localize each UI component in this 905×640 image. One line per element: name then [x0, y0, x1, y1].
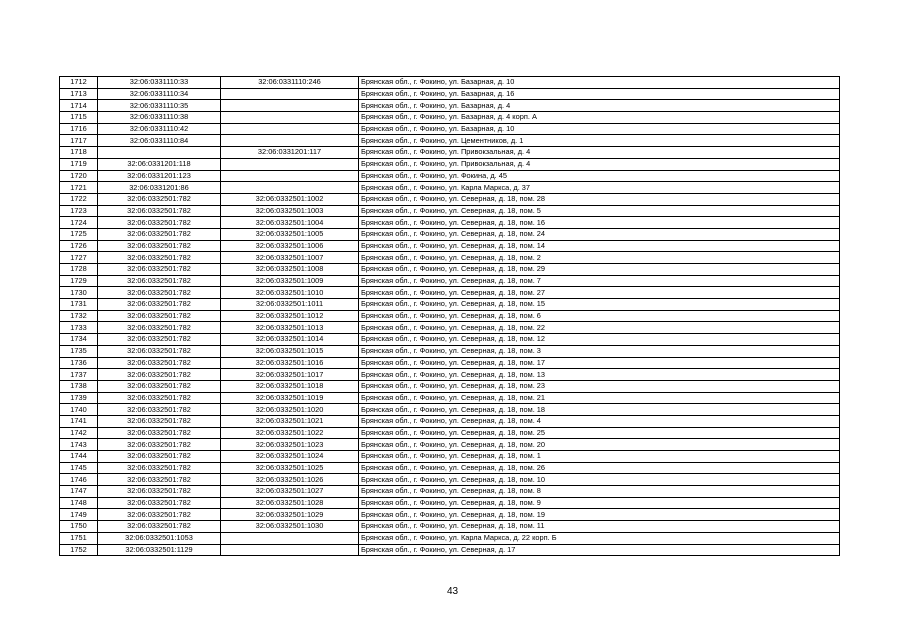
table-row	[60, 532, 840, 544]
address-cell: Брянская обл., г. Фокино, ул. Карла Маркса, д. 22 корп. Б	[359, 532, 840, 544]
table-row	[60, 182, 840, 194]
address-cell: Брянская обл., г. Фокино, ул. Северная, д. 18, пом. 17	[359, 357, 840, 369]
land-cadastral-number-cell: 32:06:0331201:118	[98, 158, 221, 170]
row-number-cell: 1740	[60, 404, 98, 416]
land-cadastral-number-cell: 32:06:0332501:782	[98, 427, 221, 439]
table-row	[60, 439, 840, 451]
table-row	[60, 112, 840, 124]
address-cell: Брянская обл., г. Фокино, ул. Базарная, д. 4 корп. А	[359, 112, 840, 124]
object-cadastral-number-cell	[221, 135, 359, 147]
object-cadastral-number-cell: 32:06:0332501:1012	[221, 310, 359, 322]
land-cadastral-number-cell: 32:06:0331110:33	[98, 77, 221, 89]
address-cell: Брянская обл., г. Фокино, ул. Северная, д. 18, пом. 19	[359, 509, 840, 521]
row-number-cell: 1715	[60, 112, 98, 124]
land-cadastral-number-cell: 32:06:0332501:782	[98, 264, 221, 276]
object-cadastral-number-cell: 32:06:0332501:1010	[221, 287, 359, 299]
address-cell: Брянская обл., г. Фокино, ул. Северная, д. 18, пом. 23	[359, 380, 840, 392]
land-cadastral-number-cell: 32:06:0331110:84	[98, 135, 221, 147]
land-cadastral-number-cell: 32:06:0332501:782	[98, 462, 221, 474]
object-cadastral-number-cell: 32:06:0332501:1023	[221, 439, 359, 451]
address-cell: Брянская обл., г. Фокино, ул. Северная, д. 18, пом. 24	[359, 228, 840, 240]
row-number-cell: 1718	[60, 147, 98, 159]
row-number-cell: 1745	[60, 462, 98, 474]
object-cadastral-number-cell	[221, 544, 359, 556]
address-cell: Брянская обл., г. Фокино, ул. Северная, д. 18, пом. 9	[359, 497, 840, 509]
row-number-cell: 1721	[60, 182, 98, 194]
row-number-cell: 1729	[60, 275, 98, 287]
object-cadastral-number-cell: 32:06:0332501:1009	[221, 275, 359, 287]
table-row	[60, 404, 840, 416]
table-row	[60, 275, 840, 287]
row-number-cell: 1736	[60, 357, 98, 369]
table-row	[60, 357, 840, 369]
row-number-cell: 1746	[60, 474, 98, 486]
land-cadastral-number-cell: 32:06:0332501:782	[98, 451, 221, 463]
object-cadastral-number-cell: 32:06:0332501:1002	[221, 193, 359, 205]
table-row	[60, 193, 840, 205]
row-number-cell: 1737	[60, 369, 98, 381]
land-cadastral-number-cell: 32:06:0332501:782	[98, 404, 221, 416]
table-row	[60, 334, 840, 346]
address-cell: Брянская обл., г. Фокино, ул. Привокзальная, д. 4	[359, 147, 840, 159]
address-cell: Брянская обл., г. Фокино, ул. Северная, д. 18, пом. 14	[359, 240, 840, 252]
land-cadastral-number-cell: 32:06:0332501:1129	[98, 544, 221, 556]
land-cadastral-number-cell: 32:06:0332501:782	[98, 439, 221, 451]
page-number: 43	[446, 586, 459, 597]
address-cell: Брянская обл., г. Фокино, ул. Северная, д. 18, пом. 2	[359, 252, 840, 264]
land-cadastral-number-cell: 32:06:0332501:782	[98, 357, 221, 369]
address-cell: Брянская обл., г. Фокино, ул. Привокзальная, д. 4	[359, 158, 840, 170]
row-number-cell: 1743	[60, 439, 98, 451]
address-cell: Брянская обл., г. Фокино, ул. Карла Маркса, д. 37	[359, 182, 840, 194]
address-cell: Брянская обл., г. Фокино, ул. Северная, д. 18, пом. 16	[359, 217, 840, 229]
land-cadastral-number-cell: 32:06:0332501:782	[98, 310, 221, 322]
object-cadastral-number-cell: 32:06:0332501:1024	[221, 451, 359, 463]
address-cell: Брянская обл., г. Фокино, ул. Северная, д. 17	[359, 544, 840, 556]
table-row	[60, 345, 840, 357]
registry-table	[59, 76, 840, 556]
address-cell: Брянская обл., г. Фокино, ул. Северная, д. 18, пом. 18	[359, 404, 840, 416]
address-cell: Брянская обл., г. Фокино, ул. Северная, д. 18, пом. 10	[359, 474, 840, 486]
row-number-cell: 1741	[60, 415, 98, 427]
row-number-cell: 1722	[60, 193, 98, 205]
address-cell: Брянская обл., г. Фокино, ул. Северная, д. 18, пом. 12	[359, 334, 840, 346]
object-cadastral-number-cell	[221, 112, 359, 124]
table-row	[60, 158, 840, 170]
land-cadastral-number-cell: 32:06:0332501:782	[98, 228, 221, 240]
object-cadastral-number-cell	[221, 158, 359, 170]
object-cadastral-number-cell: 32:06:0332501:1013	[221, 322, 359, 334]
table-row	[60, 415, 840, 427]
table-row	[60, 88, 840, 100]
object-cadastral-number-cell	[221, 123, 359, 135]
address-cell: Брянская обл., г. Фокино, ул. Северная, д. 18, пом. 8	[359, 486, 840, 498]
row-number-cell: 1739	[60, 392, 98, 404]
table-row	[60, 170, 840, 182]
address-cell: Брянская обл., г. Фокино, ул. Северная, д. 18, пом. 29	[359, 264, 840, 276]
address-cell: Брянская обл., г. Фокино, ул. Северная, д. 18, пом. 5	[359, 205, 840, 217]
object-cadastral-number-cell: 32:06:0332501:1014	[221, 334, 359, 346]
land-cadastral-number-cell: 32:06:0332501:782	[98, 380, 221, 392]
address-cell: Брянская обл., г. Фокино, ул. Северная, д. 18, пом. 22	[359, 322, 840, 334]
address-cell: Брянская обл., г. Фокино, ул. Цементников, д. 1	[359, 135, 840, 147]
row-number-cell: 1730	[60, 287, 98, 299]
land-cadastral-number-cell: 32:06:0332501:782	[98, 509, 221, 521]
table-row	[60, 123, 840, 135]
address-cell: Брянская обл., г. Фокино, ул. Фокина, д. 45	[359, 170, 840, 182]
object-cadastral-number-cell: 32:06:0331201:117	[221, 147, 359, 159]
land-cadastral-number-cell: 32:06:0331110:38	[98, 112, 221, 124]
land-cadastral-number-cell: 32:06:0332501:782	[98, 205, 221, 217]
row-number-cell: 1720	[60, 170, 98, 182]
object-cadastral-number-cell: 32:06:0332501:1003	[221, 205, 359, 217]
address-cell: Брянская обл., г. Фокино, ул. Северная, д. 18, пом. 27	[359, 287, 840, 299]
land-cadastral-number-cell: 32:06:0332501:782	[98, 322, 221, 334]
land-cadastral-number-cell: 32:06:0331110:34	[98, 88, 221, 100]
object-cadastral-number-cell	[221, 100, 359, 112]
object-cadastral-number-cell: 32:06:0332501:1017	[221, 369, 359, 381]
object-cadastral-number-cell: 32:06:0332501:1008	[221, 264, 359, 276]
land-cadastral-number-cell: 32:06:0332501:1053	[98, 532, 221, 544]
registry-table-body	[60, 77, 840, 556]
object-cadastral-number-cell: 32:06:0332501:1030	[221, 521, 359, 533]
table-row	[60, 310, 840, 322]
row-number-cell: 1749	[60, 509, 98, 521]
row-number-cell: 1735	[60, 345, 98, 357]
object-cadastral-number-cell: 32:06:0332501:1020	[221, 404, 359, 416]
land-cadastral-number-cell: 32:06:0332501:782	[98, 497, 221, 509]
land-cadastral-number-cell: 32:06:0332501:782	[98, 275, 221, 287]
object-cadastral-number-cell	[221, 88, 359, 100]
object-cadastral-number-cell: 32:06:0331110:246	[221, 77, 359, 89]
row-number-cell: 1713	[60, 88, 98, 100]
row-number-cell: 1726	[60, 240, 98, 252]
address-cell: Брянская обл., г. Фокино, ул. Северная, д. 18, пом. 4	[359, 415, 840, 427]
object-cadastral-number-cell	[221, 170, 359, 182]
address-cell: Брянская обл., г. Фокино, ул. Базарная, д. 10	[359, 123, 840, 135]
row-number-cell: 1751	[60, 532, 98, 544]
land-cadastral-number-cell	[98, 147, 221, 159]
object-cadastral-number-cell: 32:06:0332501:1004	[221, 217, 359, 229]
land-cadastral-number-cell: 32:06:0332501:782	[98, 521, 221, 533]
row-number-cell: 1716	[60, 123, 98, 135]
land-cadastral-number-cell: 32:06:0332501:782	[98, 299, 221, 311]
table-row	[60, 252, 840, 264]
land-cadastral-number-cell: 32:06:0332501:782	[98, 369, 221, 381]
table-row	[60, 486, 840, 498]
address-cell: Брянская обл., г. Фокино, ул. Северная, д. 18, пом. 21	[359, 392, 840, 404]
object-cadastral-number-cell: 32:06:0332501:1015	[221, 345, 359, 357]
table-row	[60, 427, 840, 439]
object-cadastral-number-cell: 32:06:0332501:1005	[221, 228, 359, 240]
land-cadastral-number-cell: 32:06:0332501:782	[98, 287, 221, 299]
table-row	[60, 544, 840, 556]
land-cadastral-number-cell: 32:06:0332501:782	[98, 240, 221, 252]
object-cadastral-number-cell: 32:06:0332501:1011	[221, 299, 359, 311]
row-number-cell: 1744	[60, 451, 98, 463]
row-number-cell: 1725	[60, 228, 98, 240]
address-cell: Брянская обл., г. Фокино, ул. Северная, д. 18, пом. 7	[359, 275, 840, 287]
object-cadastral-number-cell: 32:06:0332501:1027	[221, 486, 359, 498]
table-row	[60, 299, 840, 311]
address-cell: Брянская обл., г. Фокино, ул. Базарная, д. 10	[359, 77, 840, 89]
object-cadastral-number-cell: 32:06:0332501:1025	[221, 462, 359, 474]
table-row	[60, 264, 840, 276]
table-row	[60, 240, 840, 252]
object-cadastral-number-cell: 32:06:0332501:1021	[221, 415, 359, 427]
land-cadastral-number-cell: 32:06:0331110:42	[98, 123, 221, 135]
table-row	[60, 287, 840, 299]
land-cadastral-number-cell: 32:06:0332501:782	[98, 474, 221, 486]
table-row	[60, 100, 840, 112]
object-cadastral-number-cell: 32:06:0332501:1029	[221, 509, 359, 521]
address-cell: Брянская обл., г. Фокино, ул. Базарная, д. 4	[359, 100, 840, 112]
table-row	[60, 380, 840, 392]
address-cell: Брянская обл., г. Фокино, ул. Северная, д. 18, пом. 28	[359, 193, 840, 205]
table-row	[60, 509, 840, 521]
row-number-cell: 1748	[60, 497, 98, 509]
object-cadastral-number-cell	[221, 532, 359, 544]
land-cadastral-number-cell: 32:06:0331201:123	[98, 170, 221, 182]
row-number-cell: 1712	[60, 77, 98, 89]
table-row	[60, 147, 840, 159]
table-row	[60, 322, 840, 334]
row-number-cell: 1731	[60, 299, 98, 311]
table-row	[60, 497, 840, 509]
object-cadastral-number-cell: 32:06:0332501:1018	[221, 380, 359, 392]
table-row	[60, 228, 840, 240]
land-cadastral-number-cell: 32:06:0332501:782	[98, 252, 221, 264]
row-number-cell: 1752	[60, 544, 98, 556]
object-cadastral-number-cell: 32:06:0332501:1007	[221, 252, 359, 264]
table-row	[60, 369, 840, 381]
address-cell: Брянская обл., г. Фокино, ул. Северная, д. 18, пом. 20	[359, 439, 840, 451]
address-cell: Брянская обл., г. Фокино, ул. Северная, д. 18, пом. 26	[359, 462, 840, 474]
land-cadastral-number-cell: 32:06:0332501:782	[98, 345, 221, 357]
address-cell: Брянская обл., г. Фокино, ул. Северная, д. 18, пом. 15	[359, 299, 840, 311]
table-row	[60, 217, 840, 229]
table-row	[60, 462, 840, 474]
object-cadastral-number-cell: 32:06:0332501:1016	[221, 357, 359, 369]
land-cadastral-number-cell: 32:06:0332501:782	[98, 217, 221, 229]
row-number-cell: 1728	[60, 264, 98, 276]
table-row	[60, 77, 840, 89]
address-cell: Брянская обл., г. Фокино, ул. Северная, д. 18, пом. 3	[359, 345, 840, 357]
row-number-cell: 1723	[60, 205, 98, 217]
row-number-cell: 1750	[60, 521, 98, 533]
row-number-cell: 1724	[60, 217, 98, 229]
row-number-cell: 1732	[60, 310, 98, 322]
row-number-cell: 1719	[60, 158, 98, 170]
table-row	[60, 474, 840, 486]
object-cadastral-number-cell: 32:06:0332501:1028	[221, 497, 359, 509]
table-row	[60, 521, 840, 533]
address-cell: Брянская обл., г. Фокино, ул. Северная, д. 18, пом. 13	[359, 369, 840, 381]
land-cadastral-number-cell: 32:06:0332501:782	[98, 486, 221, 498]
row-number-cell: 1738	[60, 380, 98, 392]
address-cell: Брянская обл., г. Фокино, ул. Северная, д. 18, пом. 25	[359, 427, 840, 439]
row-number-cell: 1734	[60, 334, 98, 346]
table-row	[60, 205, 840, 217]
object-cadastral-number-cell	[221, 182, 359, 194]
table-row	[60, 135, 840, 147]
address-cell: Брянская обл., г. Фокино, ул. Северная, д. 18, пом. 1	[359, 451, 840, 463]
row-number-cell: 1717	[60, 135, 98, 147]
address-cell: Брянская обл., г. Фокино, ул. Северная, д. 18, пом. 6	[359, 310, 840, 322]
land-cadastral-number-cell: 32:06:0331201:86	[98, 182, 221, 194]
table-row	[60, 392, 840, 404]
address-cell: Брянская обл., г. Фокино, ул. Северная, д. 18, пом. 11	[359, 521, 840, 533]
row-number-cell: 1742	[60, 427, 98, 439]
row-number-cell: 1714	[60, 100, 98, 112]
land-cadastral-number-cell: 32:06:0332501:782	[98, 334, 221, 346]
land-cadastral-number-cell: 32:06:0332501:782	[98, 415, 221, 427]
object-cadastral-number-cell: 32:06:0332501:1026	[221, 474, 359, 486]
land-cadastral-number-cell: 32:06:0331110:35	[98, 100, 221, 112]
table-row	[60, 451, 840, 463]
address-cell: Брянская обл., г. Фокино, ул. Базарная, д. 16	[359, 88, 840, 100]
row-number-cell: 1727	[60, 252, 98, 264]
land-cadastral-number-cell: 32:06:0332501:782	[98, 392, 221, 404]
row-number-cell: 1747	[60, 486, 98, 498]
object-cadastral-number-cell: 32:06:0332501:1006	[221, 240, 359, 252]
object-cadastral-number-cell: 32:06:0332501:1022	[221, 427, 359, 439]
land-cadastral-number-cell: 32:06:0332501:782	[98, 193, 221, 205]
object-cadastral-number-cell: 32:06:0332501:1019	[221, 392, 359, 404]
row-number-cell: 1733	[60, 322, 98, 334]
